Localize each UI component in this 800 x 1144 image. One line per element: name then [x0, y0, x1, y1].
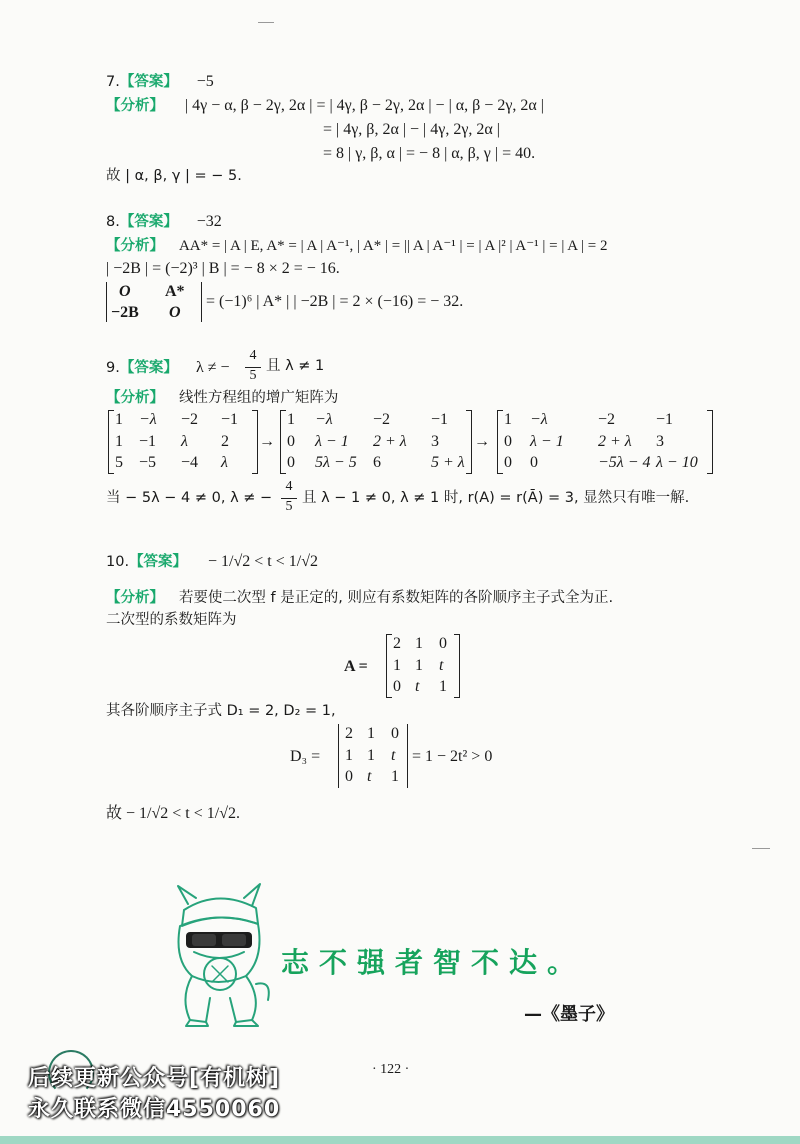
scan-mark [258, 22, 274, 23]
matrix-cell: 2 + λ [598, 433, 632, 450]
matrix-cell: 0 [287, 433, 295, 450]
q10-matrix-label: A = [344, 658, 368, 675]
q7-answer-tag: 【答案】 [119, 74, 178, 90]
q9-conc-frac-den: 5 [285, 499, 293, 514]
matrix-cell: 1 [367, 725, 375, 742]
q7-answer: −5 [196, 73, 214, 90]
matrix-cell: 2 [345, 725, 353, 742]
q10-matrix [386, 634, 460, 698]
mascot-icon [160, 880, 278, 1030]
matrix-cell: 1 [287, 411, 295, 428]
q10-analysis-tag: 【分析】 [106, 590, 164, 606]
matrix-cell: 1 [391, 768, 399, 785]
q8-analysis-tag: 【分析】 [106, 238, 164, 254]
q10-answer-tag: 【答案】 [129, 554, 188, 570]
q10-number: 10. [106, 554, 130, 570]
matrix-cell: 1 [415, 657, 423, 674]
q10-d3-label: D₃ = [290, 748, 321, 765]
matrix-cell: t [439, 657, 444, 674]
matrix-cell: −1 [139, 433, 157, 450]
watermark-line-1: 后续更新公众号[有机树] [28, 1066, 281, 1091]
matrix-cell: 1 [415, 635, 423, 652]
q10-minors: 其各阶顺序主子式 D₁ = 2, D₂ = 1, [106, 703, 336, 719]
matrix-cell: 1 [367, 747, 375, 764]
q8-number: 8. [106, 214, 120, 230]
matrix-cell: 0 [530, 454, 538, 471]
matrix-cell: t [415, 678, 420, 695]
matrix-cell: −4 [181, 454, 199, 471]
q7-line-3: = 8 | γ, β, α | = − 8 | α, β, γ | = 40. [323, 145, 536, 162]
matrix-cell: 2 + λ [373, 433, 407, 450]
matrix-cell: 1 [393, 657, 401, 674]
matrix-cell: −5λ − 4 [598, 454, 651, 471]
matrix-cell: t [391, 747, 396, 764]
matrix-cell: 0 [393, 678, 401, 695]
q9-conc-b: 且 λ − 1 ≠ 0, λ ≠ 1 时, r(A) = r(Ā) = 3, 显然只有唯一解. [302, 490, 690, 506]
q10-d3-determinant [338, 724, 408, 788]
q7-number: 7. [106, 74, 120, 90]
matrix-cell: −2 [598, 411, 616, 428]
q10-d3-result: = 1 − 2t² > 0 [412, 748, 493, 765]
q9-matrix-1 [108, 410, 258, 474]
matrix-cell: 1 [345, 747, 353, 764]
q9-analysis-text: 线性方程组的增广矩阵为 [178, 390, 339, 406]
q7-conclusion: 故 | α, β, γ | = − 5. [106, 168, 242, 184]
q8-answer: −32 [196, 213, 222, 230]
q7-line-2: = | 4γ, β, 2α | − | 4γ, 2γ, 2α | [323, 121, 500, 138]
q10-answer: − 1/√2 < t < 1/√2 [208, 553, 318, 570]
q8-determinant [106, 282, 202, 322]
q8-header [106, 212, 222, 231]
matrix-cell: λ − 1 [315, 433, 349, 450]
matrix-cell: λ − 10 [656, 454, 698, 471]
matrix-cell: 1 [504, 411, 512, 428]
q9-number: 9. [106, 360, 120, 376]
q8-analysis-row [106, 236, 607, 255]
bottom-edge-bar [0, 1136, 800, 1144]
q7-analysis-row [106, 96, 544, 115]
matrix-cell: −λ [530, 411, 548, 428]
q8-line-1: AA* = | A | E, A* = | A | A⁻¹, | A* | = || A | A⁻¹ | = | A |² | A⁻¹ | = | A | = 2 [178, 238, 608, 254]
q10-analysis-text: 若要使二次型 f 是正定的, 则应有系数矩阵的各阶顺序主子式全为正. [178, 590, 614, 606]
matrix-cell: −λ [315, 411, 333, 428]
matrix-cell: 5λ − 5 [315, 454, 357, 471]
matrix-cell: 0 [504, 433, 512, 450]
matrix-cell: 6 [373, 454, 381, 471]
matrix-cell: λ [221, 454, 228, 471]
matrix-cell: 5 [115, 454, 123, 471]
q8-det-cell: −2B [111, 304, 139, 321]
q8-det-cell: O [119, 283, 131, 300]
matrix-cell: −1 [656, 411, 674, 428]
q10-line-2: 二次型的系数矩阵为 [106, 612, 237, 628]
matrix-cell: λ [181, 433, 188, 450]
q9-answer-frac-num: 4 [249, 348, 257, 363]
q7-analysis-tag: 【分析】 [106, 98, 164, 114]
matrix-cell: 1 [115, 411, 123, 428]
q9-answer-tag: 【答案】 [119, 360, 178, 376]
matrix-cell: 1 [115, 433, 123, 450]
watermark-line-2: 永久联系微信4550060 [28, 1097, 281, 1122]
matrix-cell: 2 [393, 635, 401, 652]
q8-answer-tag: 【答案】 [119, 214, 178, 230]
matrix-cell: 0 [287, 454, 295, 471]
q9-answer-right: 且 λ ≠ 1 [266, 358, 325, 374]
q9-conc-frac-num: 4 [285, 479, 293, 494]
page-number: · 122 · [372, 1062, 410, 1077]
q7-header [106, 72, 214, 91]
matrix-cell: t [367, 768, 372, 785]
matrix-cell: 5 + λ [431, 454, 465, 471]
matrix-cell: 3 [431, 433, 439, 450]
q9-answer-frac-den: 5 [249, 368, 257, 383]
q10-conclusion: 故 − 1/√2 < t < 1/√2. [106, 805, 240, 822]
matrix-cell: −1 [221, 411, 239, 428]
matrix-cell: 0 [345, 768, 353, 785]
q9-analysis-tag: 【分析】 [106, 390, 164, 406]
q9-answer-left: λ ≠ − [196, 359, 230, 376]
quote-text: 志不强者智不达。 [281, 946, 586, 979]
q10-header [106, 552, 318, 571]
matrix-cell: 1 [439, 678, 447, 695]
matrix-cell: 0 [391, 725, 399, 742]
q9-matrix-2 [280, 410, 472, 474]
q9-analysis-row [106, 388, 338, 407]
q9-arrow-1: → [259, 433, 275, 450]
q9-matrix-3 [497, 410, 713, 474]
mascot-illustration [160, 880, 278, 1030]
q7-line-1: | 4γ − α, β − 2γ, 2α | = | 4γ, β − 2γ, 2α | − | α, β − 2γ, 2α | [184, 97, 544, 114]
matrix-cell: 0 [439, 635, 447, 652]
matrix-cell: 2 [221, 433, 229, 450]
matrix-cell: −2 [181, 411, 199, 428]
quote-author: —《墨子》 [524, 1004, 614, 1025]
scan-mark [752, 848, 770, 849]
q8-det-cell: A* [165, 283, 185, 300]
q8-line-2: | −2B | = (−2)³ | B | = − 8 × 2 = − 16. [106, 260, 340, 277]
matrix-cell: −1 [431, 411, 449, 428]
matrix-cell: 0 [504, 454, 512, 471]
q9-conc-a: 当 − 5λ − 4 ≠ 0, λ ≠ − [106, 490, 273, 506]
matrix-cell: 3 [656, 433, 664, 450]
matrix-cell: λ − 1 [530, 433, 564, 450]
q8-line-3: = (−1)⁶ | A* | | −2B | = 2 × (−16) = − 32. [206, 293, 464, 310]
q8-det-cell: O [169, 304, 181, 321]
q9-arrow-2: → [474, 433, 490, 450]
matrix-cell: −2 [373, 411, 391, 428]
q10-analysis-row [106, 588, 613, 607]
matrix-cell: −λ [139, 411, 157, 428]
matrix-cell: −5 [139, 454, 157, 471]
